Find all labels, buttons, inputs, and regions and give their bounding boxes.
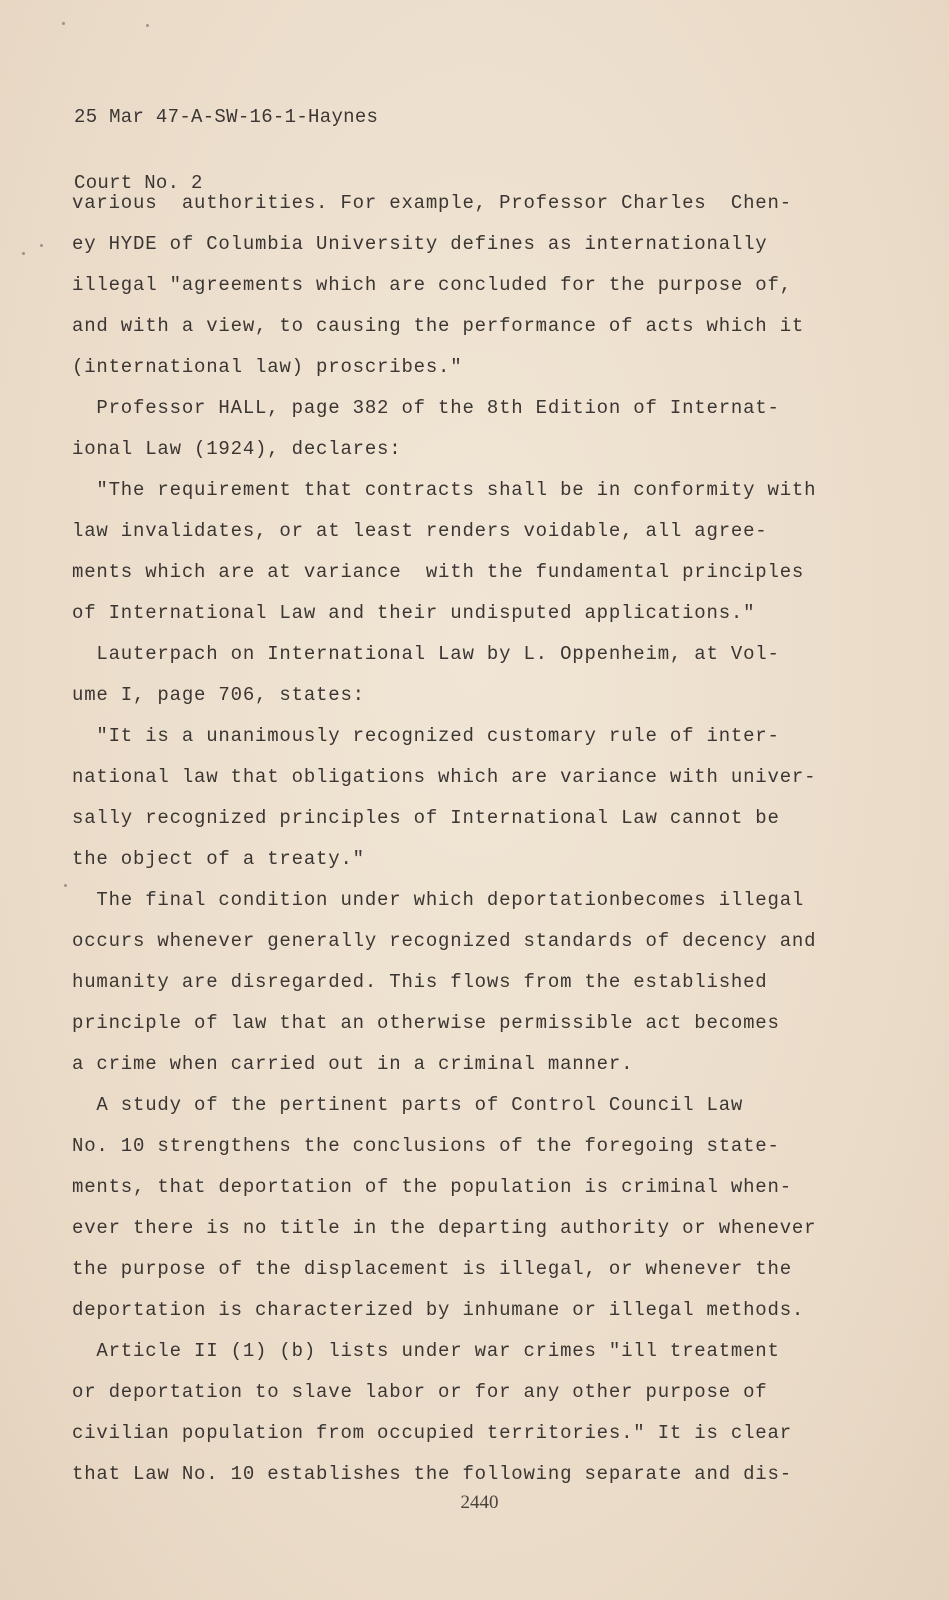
paper-speck [64,884,67,887]
body-line: principle of law that an otherwise permissible act becomes [72,1012,780,1034]
body-line: the object of a treaty." [72,848,365,870]
body-line: a crime when carried out in a criminal manner. [72,1053,634,1075]
body-line: the purpose of the displacement is illegal, or whenever the [72,1258,792,1280]
page-number: 2440 [460,1492,499,1513]
body-line: and with a view, to causing the performance of acts which it [72,315,805,337]
document-body [72,183,862,1495]
body-line: occurs whenever generally recognized standards of decency and [72,930,817,952]
paper-speck [146,24,149,27]
body-line: or deportation to slave labor or for any other purpose of [72,1381,768,1403]
body-line: of International Law and their undisputed applications." [72,602,756,624]
body-line: illegal "agreements which are concluded for the purpose of, [72,274,792,296]
body-line: ments which are at variance with the fundamental principles [72,561,805,583]
body-line: (international law) proscribes." [72,356,463,378]
body-line: humanity are disregarded. This flows from the established [72,971,768,993]
body-line: A study of the pertinent parts of Control Council Law [72,1094,744,1116]
paper-speck [62,22,65,25]
body-line: civilian population from occupied territories." It is clear [72,1422,792,1444]
body-line: ments, that deportation of the population is criminal when- [72,1176,792,1198]
body-line: "The requirement that contracts shall be in conformity with [72,479,817,501]
body-line: Professor HALL, page 382 of the 8th Edition of Internat- [72,397,780,419]
paper-speck [40,244,43,247]
body-line: law invalidates, or at least renders voidable, all agree- [72,520,768,542]
body-line: deportation is characterized by inhumane or illegal methods. [72,1299,805,1321]
body-line: that Law No. 10 establishes the following separate and dis- [72,1463,792,1485]
body-line: ume I, page 706, states: [72,684,365,706]
body-line: Article II (1) (b) lists under war crimes "ill treatment [72,1340,780,1362]
header-court-line: Court No. 2 [74,172,203,194]
header-reference-line: 25 Mar 47-A-SW-16-1-Haynes [74,106,379,128]
body-line: Lauterpach on International Law by L. Oppenheim, at Vol- [72,643,780,665]
body-line: No. 10 strengthens the conclusions of the foregoing state- [72,1135,780,1157]
body-line: The final condition under which deportationbecomes illegal [72,889,805,911]
body-line: ever there is no title in the departing authority or whenever [72,1217,817,1239]
body-line: ey HYDE of Columbia University defines as internationally [72,233,768,255]
body-line: various authorities. For example, Professor Charles Chen- [72,192,792,214]
body-line: national law that obligations which are variance with univer- [72,766,817,788]
paper-speck [22,252,25,255]
body-line: sally recognized principles of International Law cannot be [72,807,780,829]
body-line: ional Law (1924), declares: [72,438,402,460]
body-line: "It is a unanimously recognized customary rule of inter- [72,725,780,747]
